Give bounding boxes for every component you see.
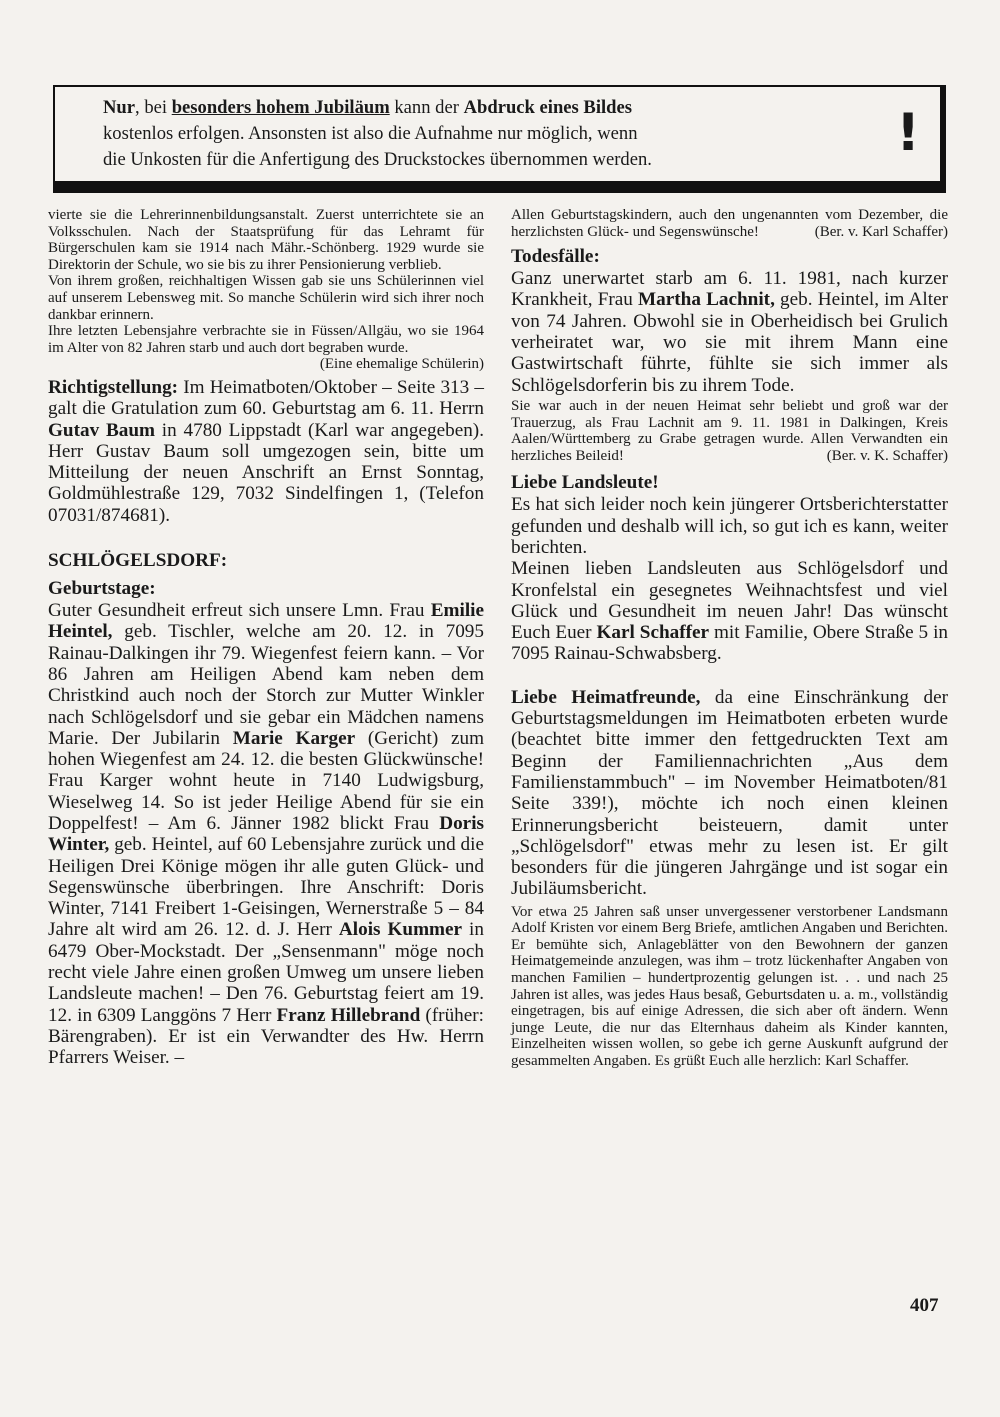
deaths-text-1: Ganz unerwartet starb am 6. 11. 1981, nach kurzer Krankheit, Frau: [511, 268, 948, 311]
birthdays-text-4: geb. Heintel, auf 60 Lebensjahre zurück und die Heiligen Drei Könige mögen ihr alle guten Glück- und Segenswünsche überbringen. Ihre Anschrift: Doris Winter, 7141 Freibert 1-Geisingen, Wernerstraße 5 – 84 Jahre alt wird am 26. 12. d. J. Herr: [48, 834, 484, 941]
notice-jubilee: besonders hohem Jubiläum: [171, 97, 390, 118]
name-martha-lachnit: Martha Lachnit,: [638, 289, 775, 311]
compatriots-paragraph-2: [511, 558, 948, 664]
name-emilie-heintel: Emilie Heintel,: [48, 600, 484, 643]
funeral-paragraph: Sie war auch in der neuen Heimat sehr beliebt und groß war der Trauerzug, als Frau Lachnit am 9. 11. 1981 in Dalkingen, Kreis Aalen/Württemberg zu Grabe getragen wurde. Allen Verwandten ein herzliches Beileid!: [511, 397, 948, 464]
correction-text-b: in 4780 Lippstadt (Karl war angegeben). Herr Gustav Baum soll umgezogen sein, bitte um Mitteilung der neuen Anschrift an Ernst Sonntag, Goldmühlestraße 129, 7032 Sindelfingen 1, (Telefon 07031/874681).: [48, 419, 484, 526]
birthdays-paragraph: [48, 600, 484, 1069]
name-karl-schaffer: Karl Schaffer: [596, 622, 710, 644]
birthdays-text-1: Guter Gesundheit erfreut sich unsere Lmn. Frau: [48, 600, 431, 622]
notice-word-nur: Nur: [103, 97, 136, 118]
deaths-text-2: geb. Heintel, im Alter von 74 Jahren. Obwohl sie in Oberheidisch bei Grulich verheiratet war, wo sie mit ihrem Mann eine Gastwirtschaft führte, fühlte sie sich immer als Schlögelsdorferin bis zu ihrem Tode.: [511, 289, 948, 396]
right-column: [511, 207, 948, 1070]
notice-line-1: Nur, bei besonders hohem Jubiläum kann der Abdruck eines Bildes: [103, 97, 632, 118]
deaths-heading: Todesfälle:: [511, 246, 600, 268]
notice-line-2: kostenlos erfolgen. Ansonsten ist also die Aufnahme nur möglich, wenn: [103, 123, 638, 144]
exclamation-icon: !: [896, 103, 920, 163]
greetings-paragraph: Allen Geburtstagskindern, auch den ungenannten vom Dezember, die herzlichsten Glück- und Segenswünsche!: [511, 207, 948, 240]
name-alois-kummer: Alois Kummer: [338, 919, 463, 941]
greetings-signature: (Ber. v. Karl Schaffer): [814, 223, 948, 240]
birthdays-text-6: (früher: Bärengraben). Er ist ein Verwandter des Hw. Herrn Pfarrers Weiser. –: [48, 1004, 484, 1069]
notice-word-bei: bei: [144, 97, 168, 118]
obituary-paragraph-3: Ihre letzten Lebensjahre verbrachte sie in Füssen/Allgäu, wo sie 1964 im Alter von 82 Jahren starb und auch dort begraben wurde.: [48, 323, 484, 356]
birthdays-text-5: in 6479 Ober-Mockstadt. Der „Sensenmann" möge noch recht viele Jahre einen großen Umweg um unsere lieben Landsleute machen! – Den 76. Geburtstag feiert am 19. 12. in 6309 Langgöns 7 Herr: [48, 919, 484, 1026]
home-friends-paragraph: [511, 687, 948, 900]
birthdays-heading: Geburtstage:: [48, 578, 156, 600]
name-doris-winter: Doris Winter,: [48, 812, 484, 856]
correction-paragraph: [48, 377, 484, 526]
notice-box: [53, 85, 946, 193]
notice-line-3: die Unkosten für die Anfertigung des Druckstockes übernommen werden.: [103, 149, 652, 170]
obituary-paragraph-2: Von ihrem großen, reichhaltigen Wissen gab sie uns Schülerinnen viel auf unserem Lebensweg mit. So manche Schülerin wird sich ihrer noch dankbar erinnern.: [48, 273, 484, 323]
correction-text-a: Im Heimatboten/Oktober – Seite 313 – galt die Gratulation zum 60. Geburtstag am 6. 11. Herrn: [48, 376, 484, 420]
section-heading: SCHLÖGELSDORF:: [48, 550, 228, 572]
funeral-signature: (Ber. v. K. Schaffer): [826, 447, 948, 464]
name-franz-hillebrand: Franz Hillebrand: [276, 1004, 421, 1026]
spacer: [511, 665, 948, 687]
notice-text: kann der: [394, 97, 459, 118]
correction-name: Gutav Baum: [48, 419, 156, 441]
page-number: 407: [910, 1295, 939, 1316]
left-column: [48, 207, 484, 1069]
obituary-signature: (Eine ehemalige Schülerin): [319, 356, 484, 373]
compatriots-paragraph-1: Es hat sich leider noch kein jüngerer Ortsberichterstatter gefunden und deshalb will ich, so gut ich es kann, weiter berichten.: [511, 494, 948, 558]
name-marie-karger: Marie Karger: [232, 727, 356, 749]
home-friends-heading: Liebe Heimatfreunde,: [511, 686, 701, 708]
notice-photo-print: Abdruck eines Bildes: [463, 97, 632, 118]
home-friends-text: da eine Einschränkung der Geburtstagsmeldungen im Heimatboten erbeten wurde (beachtet bitte immer den fettgedruckten Text am Beginn der Familiennachrichten „Aus dem Familienstammbuch" – im November Heimatboten/81 Seite 339!), möchte ich noch einen kleinen Erinnerungsbericht beisteuern, damit unter „Schlögelsdorf" etwas mehr zu lesen ist. Er gilt besonders für die jüngeren Jahrgänge und ist sogar ein Jubiläumsbericht.: [511, 686, 948, 900]
correction-heading: Richtigstellung:: [48, 376, 179, 398]
compatriots-text-a: Meinen lieben Landsleuten aus Schlögelsdorf und Kronfelstal ein gesegnetes Weihnachtsfest und viel Glück und Gesundheit im neuen Jahr! Das wünscht Euch Euer: [511, 558, 948, 644]
compatriots-text-b: mit Familie, Obere Straße 5 in 7095 Rainau-Schwabsberg.: [511, 622, 948, 665]
obituary-intro: vierte sie die Lehrerinnenbildungsanstalt. Zuerst unterrichtete sie an Volksschulen. Nach der Staatsprüfung für das Lehramt für Bürgerschulen kam sie 1914 nach Mähr.-Schönberg. 1929 wurde sie Direktorin der Schule, wo sie bis zu ihrer Pensionierung verblieb.: [48, 207, 484, 273]
compatriots-heading: Liebe Landsleute!: [511, 472, 659, 494]
deaths-paragraph: [511, 268, 948, 396]
memory-report-paragraph: Vor etwa 25 Jahren saß unser unvergessener verstorbener Landsmann Adolf Kristen vor einem Berg Briefe, amtlichen Angaben und Berichten. Er bemühte sich, Anlageblätter von den Bewohnern der ganzen Heimatgemeinde anzulegen, was ihm – trotz lückenhafter Angaben von manchen Familien – hundertprozentig gelungen ist. . . und nach 25 Jahren ist alles, was jedes Haus besaß, Geburtsdaten u. a. m., vollständig eingetragen, bis auf einige Adressen, die sich aber oft ändern. Wenn junge Leute, die nur das Elternhaus daheim als Kinder kannten, Einzelheiten wissen wollen, so gebe ich gerne Auskunft aufgrund der gesammelten Angaben. Es grüßt Euch alle herzlich: Karl Schaffer.: [511, 903, 948, 1070]
birthdays-text-3: (Gericht) zum hohen Wiegenfest am 24. 12. die besten Glückwünsche! Frau Karger wohnt heute in 7140 Ludwigsburg, Wieselweg 14. So ist jeder Heilige Abend für sie ein Doppelfest! – Am 6. Jänner 1982 blickt Frau: [48, 727, 484, 834]
birthdays-text-2: geb. Tischler, welche am 20. 12. in 7095 Rainau-Dalkingen ihr 79. Wiegenfest feiern kann. – Vor 86 Jahren am Heiligen Abend kam neben dem Christkind auch noch der Storch zur Mutter Winkler nach Schlögelsdorf und sie gebar ein Mädchen namens Marie. Der Jubilarin: [48, 621, 484, 749]
